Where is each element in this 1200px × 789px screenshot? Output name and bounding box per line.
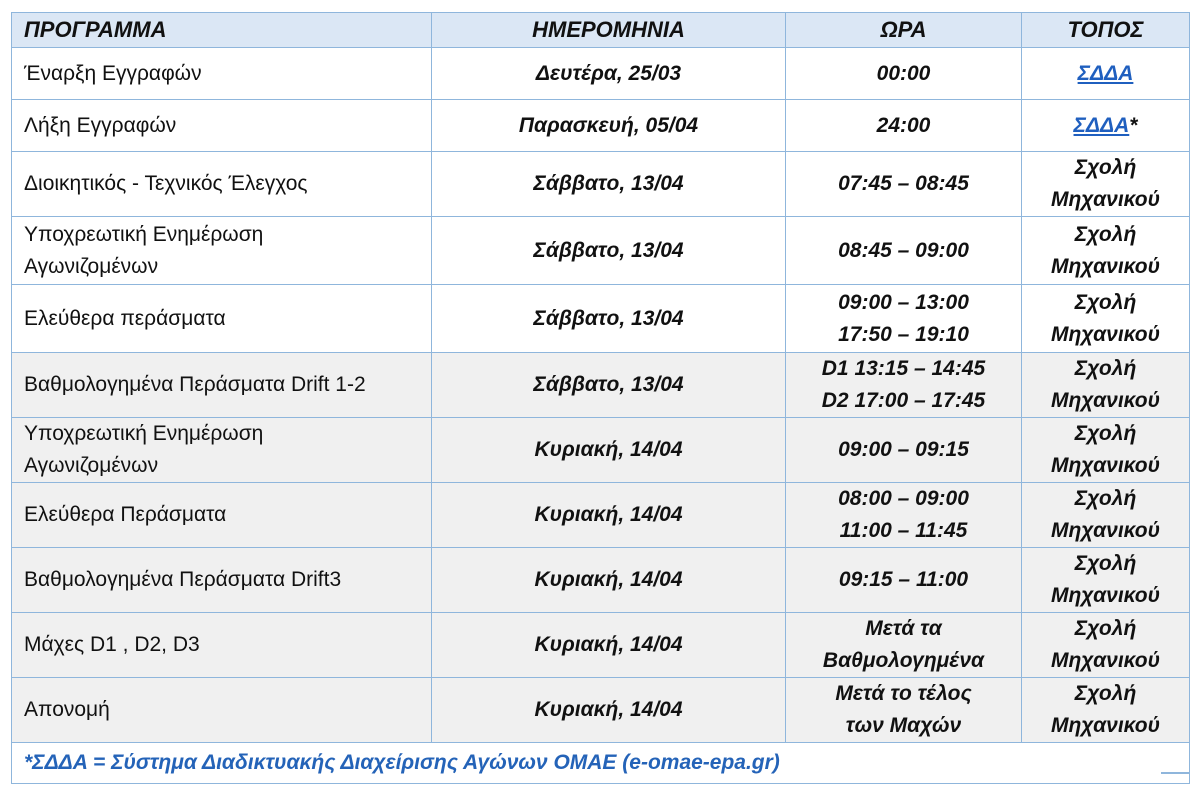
table-edge-mark (1161, 772, 1189, 774)
program-line: Διοικητικός - Τεχνικός Έλεγχος (24, 172, 308, 195)
table-row (12, 217, 1190, 285)
time-cell (786, 152, 1022, 217)
date-cell: Κυριακή, 14/04 (432, 678, 786, 743)
program-cell (12, 418, 432, 483)
program-cell (12, 152, 432, 217)
program-line: Ελεύθερα Περάσματα (24, 503, 227, 526)
program-cell (12, 48, 432, 100)
time-line: Μετά το τέλος (835, 682, 972, 705)
place-cell (1022, 100, 1190, 152)
program-line: Βαθμολογημένα Περάσματα Drift 1-2 (24, 373, 366, 396)
time-cell (786, 48, 1022, 100)
time-line: Βαθμολογημένα (822, 649, 985, 672)
place-line: Σχολή (1074, 156, 1137, 179)
time-cell (786, 483, 1022, 548)
place-cell (1022, 548, 1190, 613)
time-line: 11:00 – 11:45 (839, 519, 968, 542)
place-cell (1022, 48, 1190, 100)
time-line: 00:00 (876, 61, 931, 85)
table-row (12, 418, 1190, 483)
time-line: D2 17:00 – 17:45 (821, 389, 986, 412)
table-row (12, 48, 1190, 100)
date-cell: Κυριακή, 14/04 (432, 418, 786, 483)
date-cell: Παρασκευή, 05/04 (432, 100, 786, 152)
place-cell (1022, 678, 1190, 743)
time-line: 09:00 – 09:15 (838, 438, 969, 461)
program-cell (12, 285, 432, 353)
place-line: Σχολή (1074, 422, 1137, 445)
place-cell (1022, 418, 1190, 483)
program-cell (12, 483, 432, 548)
program-line: Λήξη Εγγραφών (24, 113, 177, 137)
schedule-table (11, 12, 1190, 784)
time-cell (786, 418, 1022, 483)
time-line: 09:15 – 11:00 (838, 568, 969, 591)
time-cell (786, 285, 1022, 353)
time-line: 17:50 – 19:10 (838, 322, 969, 346)
date-cell: Σάββατο, 13/04 (432, 353, 786, 418)
time-cell (786, 548, 1022, 613)
footnote: *ΣΔΔΑ = Σύστημα Διαδικτυακής Διαχείρισης Αγώνων ΟΜΑΕ (e-omae-epa.gr) (12, 743, 1190, 784)
date-cell: Σάββατο, 13/04 (432, 285, 786, 353)
time-line: 08:00 – 09:00 (838, 487, 969, 510)
schedule-body (12, 48, 1190, 743)
table-row (12, 100, 1190, 152)
program-cell (12, 353, 432, 418)
time-cell (786, 217, 1022, 285)
place-line: Σχολή (1074, 552, 1137, 575)
program-line: Υποχρεωτική Ενημέρωση (24, 222, 264, 246)
program-line: Ελεύθερα περάσματα (24, 306, 226, 330)
time-cell (786, 353, 1022, 418)
time-line: Μετά τα (865, 617, 942, 640)
date-cell: Κυριακή, 14/04 (432, 548, 786, 613)
sdda-link[interactable]: ΣΔΔΑ (1073, 113, 1130, 137)
footnote-row (12, 743, 1190, 784)
date-cell: Δευτέρα, 25/03 (432, 48, 786, 100)
place-cell (1022, 613, 1190, 678)
place-cell (1022, 483, 1190, 548)
table-row (12, 613, 1190, 678)
place-line: Μηχανικού (1050, 322, 1161, 346)
header-time: ΩΡΑ (786, 13, 1022, 48)
table-row (12, 353, 1190, 418)
table-row (12, 548, 1190, 613)
program-cell (12, 613, 432, 678)
place-line: Μηχανικού (1050, 649, 1161, 672)
time-cell (786, 678, 1022, 743)
header-row (12, 13, 1190, 48)
date-cell: Σάββατο, 13/04 (432, 217, 786, 285)
footnote-marker: * (1129, 113, 1138, 137)
header-date: ΗΜΕΡΟΜΗΝΙΑ (432, 13, 786, 48)
program-cell (12, 100, 432, 152)
place-line: Σχολή (1074, 487, 1137, 510)
place-line: Μηχανικού (1050, 389, 1161, 412)
time-line: των Μαχών (845, 714, 962, 737)
program-cell (12, 217, 432, 285)
time-cell (786, 613, 1022, 678)
time-line: 09:00 – 13:00 (838, 290, 969, 314)
time-line: D1 13:15 – 14:45 (821, 357, 986, 380)
place-line: Μηχανικού (1050, 254, 1161, 278)
place-line: Σχολή (1074, 290, 1137, 314)
place-line: Σχολή (1074, 682, 1137, 705)
program-line: Μάχες D1 , D2, D3 (24, 633, 200, 656)
header-program: ΠΡΟΓΡΑΜΜΑ (12, 13, 432, 48)
table-row (12, 483, 1190, 548)
program-cell (12, 548, 432, 613)
program-line: Αγωνιζομένων (24, 454, 159, 477)
time-line: 08:45 – 09:00 (838, 238, 969, 262)
place-line: Μηχανικού (1050, 519, 1161, 542)
date-cell: Κυριακή, 14/04 (432, 483, 786, 548)
place-cell (1022, 152, 1190, 217)
place-cell (1022, 285, 1190, 353)
place-line: Σχολή (1074, 357, 1137, 380)
time-cell (786, 100, 1022, 152)
time-line: 07:45 – 08:45 (838, 172, 969, 195)
program-line: Έναρξη Εγγραφών (24, 61, 202, 85)
table-row (12, 285, 1190, 353)
header-place: ΤΟΠΟΣ (1022, 13, 1190, 48)
place-line: Μηχανικού (1050, 454, 1161, 477)
table-row (12, 152, 1190, 217)
program-cell (12, 678, 432, 743)
table-row (12, 678, 1190, 743)
program-line: Αγωνιζομένων (24, 254, 159, 278)
sdda-link[interactable]: ΣΔΔΑ (1077, 61, 1134, 85)
place-line: Μηχανικού (1050, 584, 1161, 607)
time-line: 24:00 (876, 113, 931, 137)
place-cell (1022, 353, 1190, 418)
place-line: Μηχανικού (1050, 188, 1161, 211)
program-line: Υποχρεωτική Ενημέρωση (24, 422, 264, 445)
program-line: Απονομή (24, 698, 110, 721)
program-line: Βαθμολογημένα Περάσματα Drift3 (24, 568, 342, 591)
place-cell (1022, 217, 1190, 285)
date-cell: Σάββατο, 13/04 (432, 152, 786, 217)
place-line: Σχολή (1074, 222, 1137, 246)
place-line: Σχολή (1074, 617, 1137, 640)
date-cell: Κυριακή, 14/04 (432, 613, 786, 678)
place-line: Μηχανικού (1050, 714, 1161, 737)
